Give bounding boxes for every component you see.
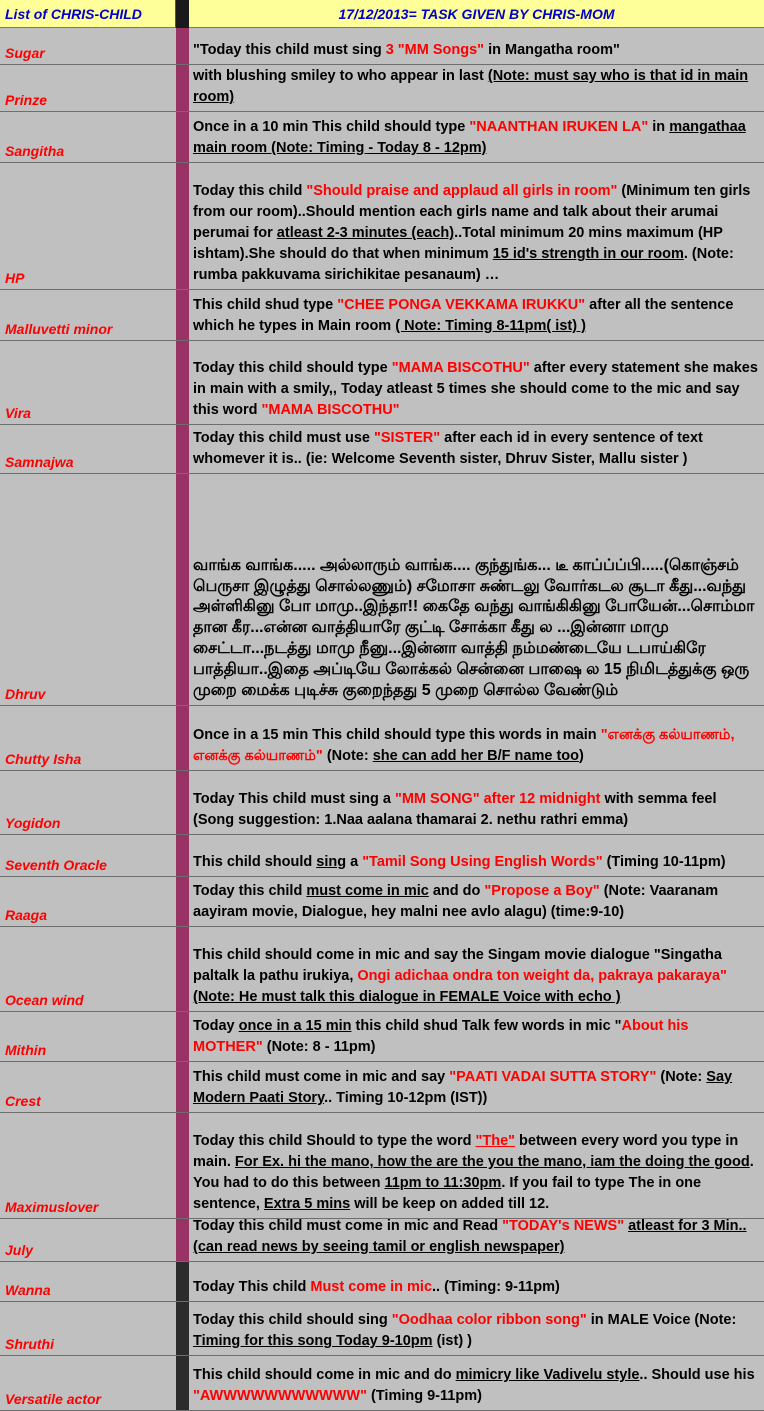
table-row [0,425,764,474]
task-text-segment: About his MOTHER" [193,1018,689,1055]
task-text-segment: ..Total minimum 20 mins maximum (HP ishtam).She should do that when minimum [193,225,723,262]
child-name: Samnajwa [5,454,74,470]
task-text-segment: . (Note: rumba pakkuvama sirichikitae pesanaum) … [193,246,734,283]
child-name: Vira [5,405,31,421]
task-text-segment: atleast for 3 Min.. (can read news by seeing tamil or english newspaper) [193,1218,747,1255]
task-text-segment: . You had to do this between [193,1154,754,1191]
task-text-segment: Today this child should sing [193,1312,392,1328]
task-text-segment: 11pm to 11:30pm [384,1175,502,1191]
task-description [193,40,758,61]
task-text-segment: "எனக்கு கல்யாணம், எனக்கு கல்யாணம்" [193,727,735,764]
sheet-title: 17/12/2013= TASK GIVEN BY CHRIS-MOM [338,6,615,22]
table-row [0,835,764,877]
task-description [193,358,758,421]
child-name: July [5,1242,34,1258]
task-text-segment: in MALE Voice (Note: [586,1312,737,1328]
task-text-segment: after all the sentence which he types in Main room [193,297,734,334]
task-text-segment: Today this child [193,883,307,899]
task-text-segment: (Note: 8 - 11pm) [262,1039,376,1055]
task-text-segment: (Note: must say who is that id in main room) [193,68,749,105]
table-row [0,65,764,112]
task-text-segment: "Propose a Boy" [484,883,600,899]
task-text-segment: This child should come in mic and do [193,1367,456,1383]
task-text-segment: once in a 15 min [238,1018,352,1034]
table-row [0,1356,764,1411]
task-description [193,117,758,159]
task-text-segment: Today [193,1018,239,1034]
table-row [0,706,764,771]
task-text-segment: (Note: [656,1069,707,1085]
task-text-segment: "MAMA BISCOTHU" [391,360,530,376]
child-name: Malluvetti minor [5,321,113,337]
task-text-segment: Today this child Should to type the word [193,1133,476,1149]
task-text-segment: Today this child [193,183,307,199]
task-text-segment: Timing for this song Today 9-10pm [193,1333,433,1349]
table-row [0,28,764,65]
task-description [193,881,758,923]
task-description [193,1131,758,1215]
child-name: Shruthi [5,1336,54,1352]
task-text-segment: .. (Timing: 9-11pm) [432,1279,560,1295]
task-text-segment: in [648,119,670,135]
table-row [0,927,764,1012]
task-text-segment: "MM SONG" after 12 midnight [394,791,601,807]
child-name: Seventh Oracle [5,857,107,873]
task-text-segment: .. Should use his [639,1367,755,1383]
task-text-segment: sing [316,854,347,870]
child-name: Chutty Isha [5,751,82,767]
task-description [193,428,758,470]
task-text-segment: This child should [193,854,317,870]
header-divider [176,0,189,28]
task-text-segment: "CHEE PONGA VEKKAMA IRUKKU" [337,297,586,313]
table-row [0,112,764,163]
task-text-segment: Today this child should type [193,360,392,376]
task-text-segment: "Oodhaa color ribbon song" [391,1312,587,1328]
task-text-segment: 3 "MM Songs" [385,42,485,58]
task-text-segment: Today this child must use [193,430,375,446]
task-text-segment: "AWWWWWWWWWWW" [193,1388,367,1404]
table-row [0,474,764,706]
task-text-segment: "SISTER" [374,430,441,446]
task-text-segment: Once in a 15 min This child should type this words in main [193,727,601,743]
task-text-segment: "TODAY's NEWS" [502,1218,625,1234]
task-description [193,181,758,286]
child-name: Dhruv [5,686,46,702]
header-left-cell [0,0,176,28]
table-row [0,290,764,341]
task-text-segment: Today this child must come in mic and Read [193,1218,503,1234]
child-name: Ocean wind [5,992,84,1008]
task-text-segment: between every word you type in main. [193,1133,739,1170]
task-text-segment: (ist) ) [432,1333,473,1349]
task-text-segment: .. Timing 10-12pm (IST)) [324,1090,488,1106]
task-text-segment: must come in mic [306,883,429,899]
task-text-segment: mimicry like Vadivelu style [455,1367,640,1383]
task-description [193,556,758,702]
table-row [0,1302,764,1356]
table-row [0,1062,764,1113]
task-description [193,1277,758,1298]
task-text-segment: "Should praise and applaud all girls in room" [306,183,618,199]
task-text-segment: Ongi adichaa ondra ton weight da, pakraya pakaraya" [357,968,727,984]
task-description [193,66,758,108]
task-text-segment: Today This child [193,1279,311,1295]
task-text-segment: (Note: He must talk this dialogue in FEMALE Voice with echo ) [193,989,621,1005]
table-row [0,1219,764,1262]
child-name: Maximuslover [5,1199,99,1215]
task-text-segment: will be keep on added till 12. [350,1196,550,1212]
task-text-segment: (Timing 10-11pm) [602,854,726,870]
task-text-segment: after every statement she makes in main with a smily,, Today atleast 5 times she should come to the mic and say this word [193,360,758,418]
task-text-segment: after each id in every sentence of text whomever it is.. (ie: Welcome Seventh sister, Dhruv Sister, Mallu sister ) [193,430,703,467]
task-description [193,945,758,1008]
task-description [193,1310,758,1352]
task-text-segment: she can add her B/F name too [372,748,579,764]
task-text-segment: this child shud Talk few words in mic " [351,1018,622,1034]
child-name: Sugar [5,45,45,61]
task-description [193,1216,758,1258]
task-text-segment: "PAATI VADAI SUTTA STORY" [449,1069,657,1085]
child-name: Yogidon [5,815,61,831]
task-text-segment: Today This child must sing a [193,791,395,807]
task-description [193,852,758,873]
task-text-segment: வாங்க வாங்க..... அல்லாரும் வாங்க.... குந்துங்க... டீ காப்ப்ப்பி.....(கொஞ்சம் பெருசா இழுத்து சொல்லணும்) சமோசா சுண்டலு வோர்கடல சூடா கீது...வந்து அள்ளிகினு போ மாமு..இந்தா!! கைதே வந்து வாங்கிகினு போயேன்...சொம்மா தான கீர...என்ன வாத்தியாரே குட்டி சோக்கா கீது ல ...இன்னா மாமு சைட்டா...நடத்து மாமு நீனு...இன்னா வாத்தி நம்மண்டையே டபாய்கிரே பாத்தியா..இதை அப்டியே லோக்கல் சென்னை பாஷை ல 15 நிமிடத்துக்கு ஒரு முறை மைக்க புடிச்சு குறைந்தது 5 முறை சொல்ல வேண்டும் [193,556,755,700]
task-text-segment: . If you fail to type The in one sentence, [193,1175,702,1212]
task-description [193,295,758,337]
task-text-segment: Must come in mic [310,1279,433,1295]
child-name: HP [5,270,25,286]
task-description [193,789,758,831]
child-name: Prinze [5,92,48,108]
task-text-segment: (Minimum ten girls from our room)..Should mention each girls name and talk about their arumai perumai for [193,183,751,241]
task-text-segment: in Mangatha room" [484,42,620,58]
task-description [193,1067,758,1109]
task-text-segment: "Tamil Song Using English Words" [362,854,603,870]
table-row [0,877,764,927]
table-row [0,771,764,835]
list-title: List of CHRIS-CHILD [5,6,142,22]
table-row [0,163,764,290]
header-right-cell [189,0,764,28]
table-row [0,1012,764,1062]
child-name: Sangitha [5,143,65,159]
task-text-segment: "Today this child must sing [193,42,386,58]
table-row [0,1113,764,1219]
task-text-segment: mangathaa main room (Note: Timing - Today 8 - 12pm) [193,119,746,156]
task-text-segment: Say Modern Paati Story [193,1069,733,1106]
child-name: Versatile actor [5,1391,101,1407]
task-text-segment: This child shud type [193,297,338,313]
task-description [193,1016,758,1058]
task-description [193,725,758,767]
task-text-segment: a [346,854,363,870]
child-name: Wanna [5,1282,51,1298]
task-text-segment: (Timing 9-11pm) [366,1388,482,1404]
task-text-segment: "NAANTHAN IRUKEN LA" [469,119,649,135]
task-text-segment: with semma feel (Song suggestion: 1.Naa aalana thamarai 2. nethu rathri emma) [193,791,717,828]
task-text-segment: For Ex. hi the mano, how the are the you the mano, iam the doing the good [234,1154,750,1170]
task-description [193,1365,758,1407]
child-name: Raaga [5,907,48,923]
child-name: Crest [5,1093,41,1109]
task-text-segment: This child must come in mic and say [193,1069,450,1085]
table-row [0,341,764,425]
task-text-segment: "The" [475,1133,516,1149]
table-row [0,1262,764,1302]
task-text-segment: atleast 2-3 minutes (each) [276,225,455,241]
task-text-segment: "MAMA BISCOTHU" [261,402,400,418]
task-text-segment: (Note: [322,748,373,764]
task-text-segment: Extra 5 mins [263,1196,351,1212]
task-text-segment: and do [428,883,485,899]
task-text-segment: ( Note: Timing 8-11pm( ist) ) [395,318,586,334]
task-text-segment: Once in a 10 min This child should type [193,119,470,135]
task-text-segment: 15 id's strength in our room [492,246,684,262]
task-text-segment: ) [579,748,584,764]
task-text-segment: (Note: Vaaranam aayiram movie, Dialogue, hey malni nee avlo alagu) (time:9-10) [193,883,719,920]
task-text-segment: This child should come in mic and say the Singam movie dialogue "Singatha paltalk la pathu irukiya, [193,947,722,984]
task-text-segment: with blushing smiley to who appear in last [193,68,488,84]
child-name: Mithin [5,1042,47,1058]
